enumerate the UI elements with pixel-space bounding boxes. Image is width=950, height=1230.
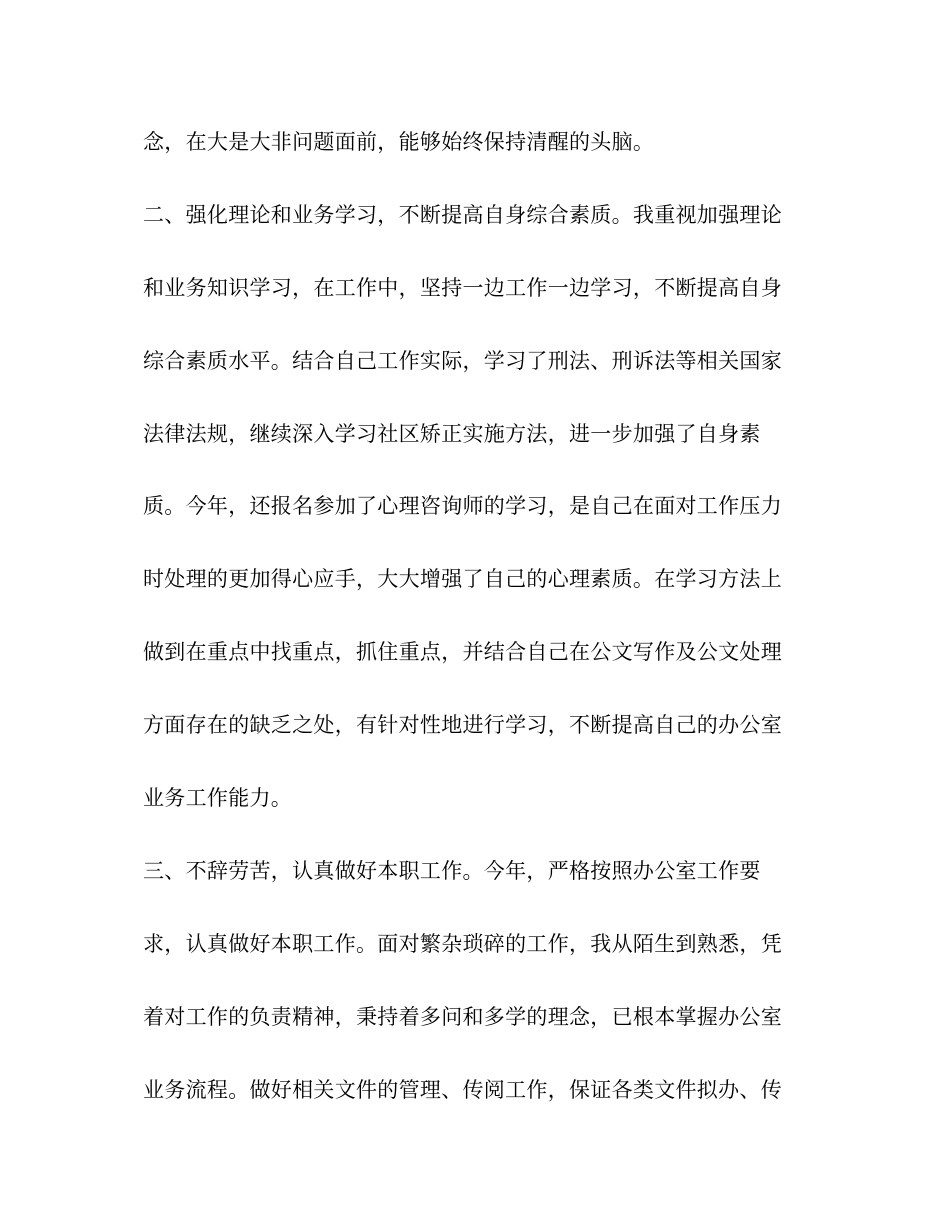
text-line: 念，在大是大非问题面前，能够始终保持清醒的头脑。: [143, 130, 655, 154]
text-line: 做到在重点中找重点，抓住重点，并结合自己在公文写作及公文处理: [143, 640, 782, 665]
text-line: 二、强化理论和业务学习，不断提高自身综合素质。我重视加强理论: [143, 202, 782, 227]
text-line: 业务工作能力。: [143, 786, 293, 811]
document-body: [143, 124, 803, 1144]
text-line: 时处理的更加得心应手，大大增强了自己的心理素质。在学习方法上: [143, 567, 782, 592]
text-line: 求，认真做好本职工作。面对繁杂琐碎的工作，我从陌生到熟悉，凭: [143, 931, 782, 956]
text-line: 和业务知识学习，在工作中，坚持一边工作一边学习，不断提高自身: [143, 275, 782, 300]
text-line: 方面存在的缺乏之处，有针对性地进行学习，不断提高自己的办公室: [143, 713, 782, 738]
text-line: 法律法规，继续深入学习社区矫正实施方法，进一步加强了自身素: [143, 421, 761, 446]
text-line: 三、不辞劳苦，认真做好本职工作。今年，严格按照办公室工作要: [143, 858, 761, 883]
text-line: 业务流程。做好相关文件的管理、传阅工作，保证各类文件拟办、传: [143, 1077, 782, 1102]
text-line: 综合素质水平。结合自己工作实际，学习了刑法、刑诉法等相关国家: [143, 348, 782, 373]
text-line: 着对工作的负责精神，秉持着多问和多学的理念，已根本掌握办公室: [143, 1004, 782, 1029]
text-line: 质。今年，还报名参加了心理咨询师的学习，是自己在面对工作压力: [143, 494, 782, 519]
